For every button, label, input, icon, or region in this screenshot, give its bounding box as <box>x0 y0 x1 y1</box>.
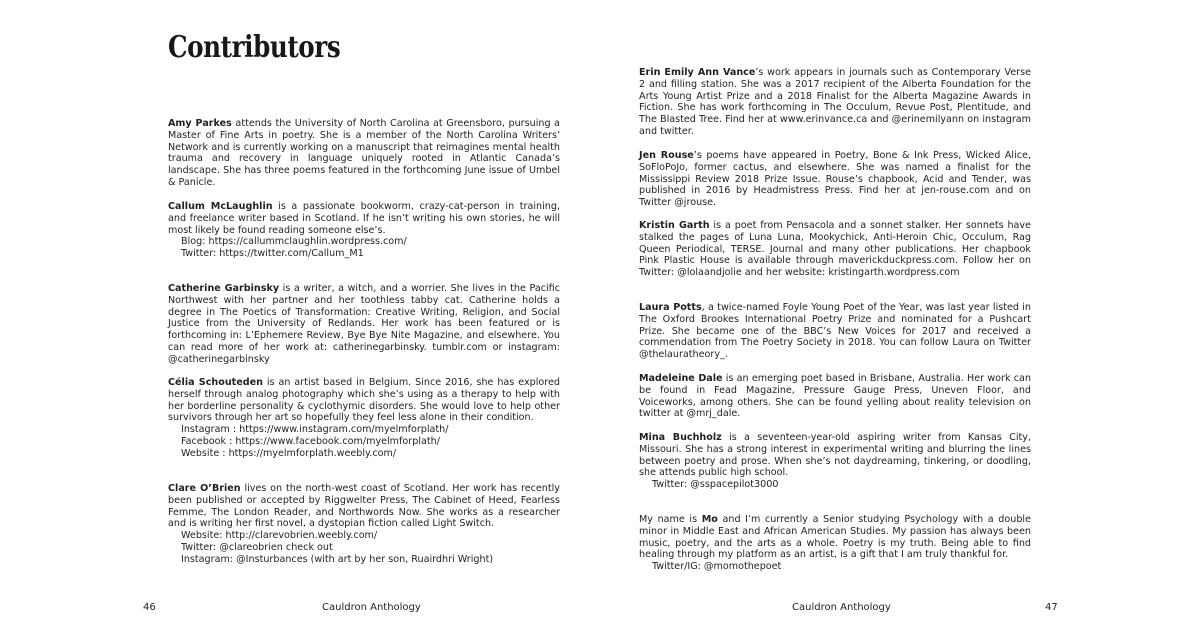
contributor-bio: is an emerging poet based in Brisbane, Australia. Her work can be found in Fead Magazine, Pressure Gauge Press, Uneven Floor, and Voiceworks, among others. She can be found yelling about reality television on twitter at @mrj_dale. <box>639 373 1031 420</box>
contributor-bio: is a writer, a witch, and a worrier. She lives in the Pacific Northwest with her partner and her toothless tabby cat. Catherine holds a degree in The Poetics of Transformation: Creative Writing, Religion, and Social Justice from the University of Redlands. Her work has been featured or is forthcoming in: L’Ephemere Review, Bye Bye Nite Magazine, and elsewhere. You can read more of her work at: catherinegarbinsky. tumblr.com or instagram: @catherinegarbinsky <box>168 283 560 365</box>
contributor-name: Jen Rouse <box>639 150 694 161</box>
contributor-name: Kristin Garth <box>639 220 710 231</box>
contributor-link: Twitter: https://twitter.com/Callum_M1 <box>181 248 364 260</box>
contributor-link: Blog: https://callummclaughlin.wordpress.com/ <box>181 236 407 248</box>
contributor-name: Mo <box>701 514 718 525</box>
contributor-entry <box>639 67 1031 138</box>
page-number: 47 <box>1045 602 1058 613</box>
contributor-bio: is an artist based in Belgium. Since 2016, she has explored herself through analog photography which she’s using as a therapy to help with her borderline personality & cyclothymic disorders. She would love to help other survivors through her art so hopefully they feel less alone in their condition. <box>168 377 560 424</box>
contributor-name: Callum McLaughlin <box>168 201 273 212</box>
right-page <box>600 0 1200 627</box>
contributor-entry <box>168 201 560 260</box>
contributor-intro: My name is <box>639 514 702 525</box>
contributor-name: Amy Parkes <box>168 118 232 129</box>
contributor-entry <box>168 377 560 460</box>
contributor-bio: is a passionate bookworm, crazy-cat-person in training, and freelance writer based in Scotland. If he isn’t writing his own stories, he will most likely be found reading someone else’s. <box>168 201 560 236</box>
contributor-entry <box>639 150 1031 209</box>
contributor-entry <box>168 283 560 366</box>
contributor-entry <box>639 514 1031 573</box>
contributor-link: Twitter: @clareobrien check out <box>181 541 333 553</box>
contributor-bio: and I’m currently a Senior studying Psychology with a double minor in Middle East and African American Studies. My passion has always been music, poetry, and the arts as a whole. Poetry is my truth. Being able to find healing through my platform as an artist, is a gift that I am truly thankful for. <box>639 514 1031 561</box>
contributor-entry <box>639 302 1031 361</box>
contributor-name: Mina Buchholz <box>639 432 722 443</box>
contributor-bio: , a twice-named Foyle Young Poet of the Year, was last year listed in The Oxford Brookes International Poetry Prize and nominated for a Pushcart Prize. She became one of the BBC’s New Voices for 2017 and received a commendation from The Poetry Society in 2018. You can follow Laura on Twitter @thelauratheory_. <box>639 302 1032 361</box>
contributor-link: Website : https://myelmforplath.weebly.com/ <box>181 447 397 459</box>
contributor-name: Erin Emily Ann Vance <box>639 67 756 78</box>
contributor-entry <box>639 220 1031 279</box>
contributor-entry <box>168 483 560 566</box>
contributor-entry <box>639 373 1031 420</box>
contributor-bio: lives on the north-west coast of Scotland. Her work has recently been published or accepted by Riggwelter Press, The Cabinet of Heed, Fearless Femme, The London Reader, and Northwords Now. She works as a researcher and is writing her first novel, a dystopian fiction called Light Switch. <box>168 483 560 530</box>
contributor-link: Twitter/IG: @momothepoet <box>652 561 782 573</box>
contributor-bio: is a seventeen-year-old aspiring writer from Kansas City, Missouri. She has a strong interest in experimental writing and blurring the lines between poetry and prose. When she’s not daydreaming, tinkering, or doodling, she attends public high school. <box>639 432 1032 479</box>
contributor-entry <box>168 118 560 189</box>
contributor-link: Twitter: @sspacepilot3000 <box>652 479 779 491</box>
contributor-name: Clare O’Brien <box>168 483 241 494</box>
contributor-link: Instagram : https://www.instagram.com/myelmforplath/ <box>181 424 449 436</box>
contributor-bio: is a poet from Pensacola and a sonnet stalker. Her sonnets have stalked the pages of Luna Luna, Mookychick, Anti-Heroin Chic, Occulum, Rag Queen Periodical, TERSE. Journal and many other publications. Her chapbook Pink Plastic House is available through maverickduckpress.com. Follow her on Twitter: @lolaandjolie and her website: kristingarth.wordpress.com <box>639 220 1031 279</box>
page-title: Contributors <box>168 30 341 65</box>
contributor-link: Facebook : https://www.facebook.com/myelmforplath/ <box>181 435 440 447</box>
contributor-name: Madeleine Dale <box>639 373 723 384</box>
contributor-name: Laura Potts <box>639 302 702 313</box>
contributor-bio: ’s poems have appeared in Poetry, Bone & Ink Press, Wicked Alice, SoFloPoJo, former cactus, and elsewhere. She was named a finalist for the Mississippi Review 2018 Prize Issue. Rouse’s chapbook, Acid and Tender, was published in 2016 by Headmistress Press. Find her at jen-rouse.com and on Twitter @jrouse. <box>639 150 1031 209</box>
contributor-name: Catherine Garbinsky <box>168 283 280 294</box>
page-number: 46 <box>143 602 156 613</box>
contributor-entry <box>639 432 1031 491</box>
contributor-link: Website: http://clarevobrien.weebly.com/ <box>181 530 378 542</box>
contributor-name: Célia Schouteden <box>168 377 263 388</box>
contributor-bio: attends the University of North Carolina at Greensboro, pursuing a Master of Fine Arts in poetry. She is a member of the North Carolina Writers’ Network and is currently working on a manuscript that reimagines mental health trauma and recovery in language uniquely rooted in Atlantic Canada’s landscape. She has three poems featured in the forthcoming June issue of Umbel & Panicle. <box>168 118 560 188</box>
contributor-link: Instagram: @Insturbances (with art by her son, Ruairdhri Wright) <box>181 553 494 565</box>
running-footer: Cauldron Anthology <box>792 602 891 613</box>
contributor-bio: ’s work appears in journals such as Contemporary Verse 2 and filling station. She was a 2017 recipient of the Alberta Foundation for the Arts Young Artist Prize and a 2018 Finalist for the Alberta Magazine Awards in Fiction. She has work forthcoming in The Occulum, Revue Post, Plentitude, and The Blasted Tree. Find her at www.erinvance.ca and @erinemilyann on instagram and twitter. <box>639 67 1031 137</box>
running-footer: Cauldron Anthology <box>322 602 421 613</box>
